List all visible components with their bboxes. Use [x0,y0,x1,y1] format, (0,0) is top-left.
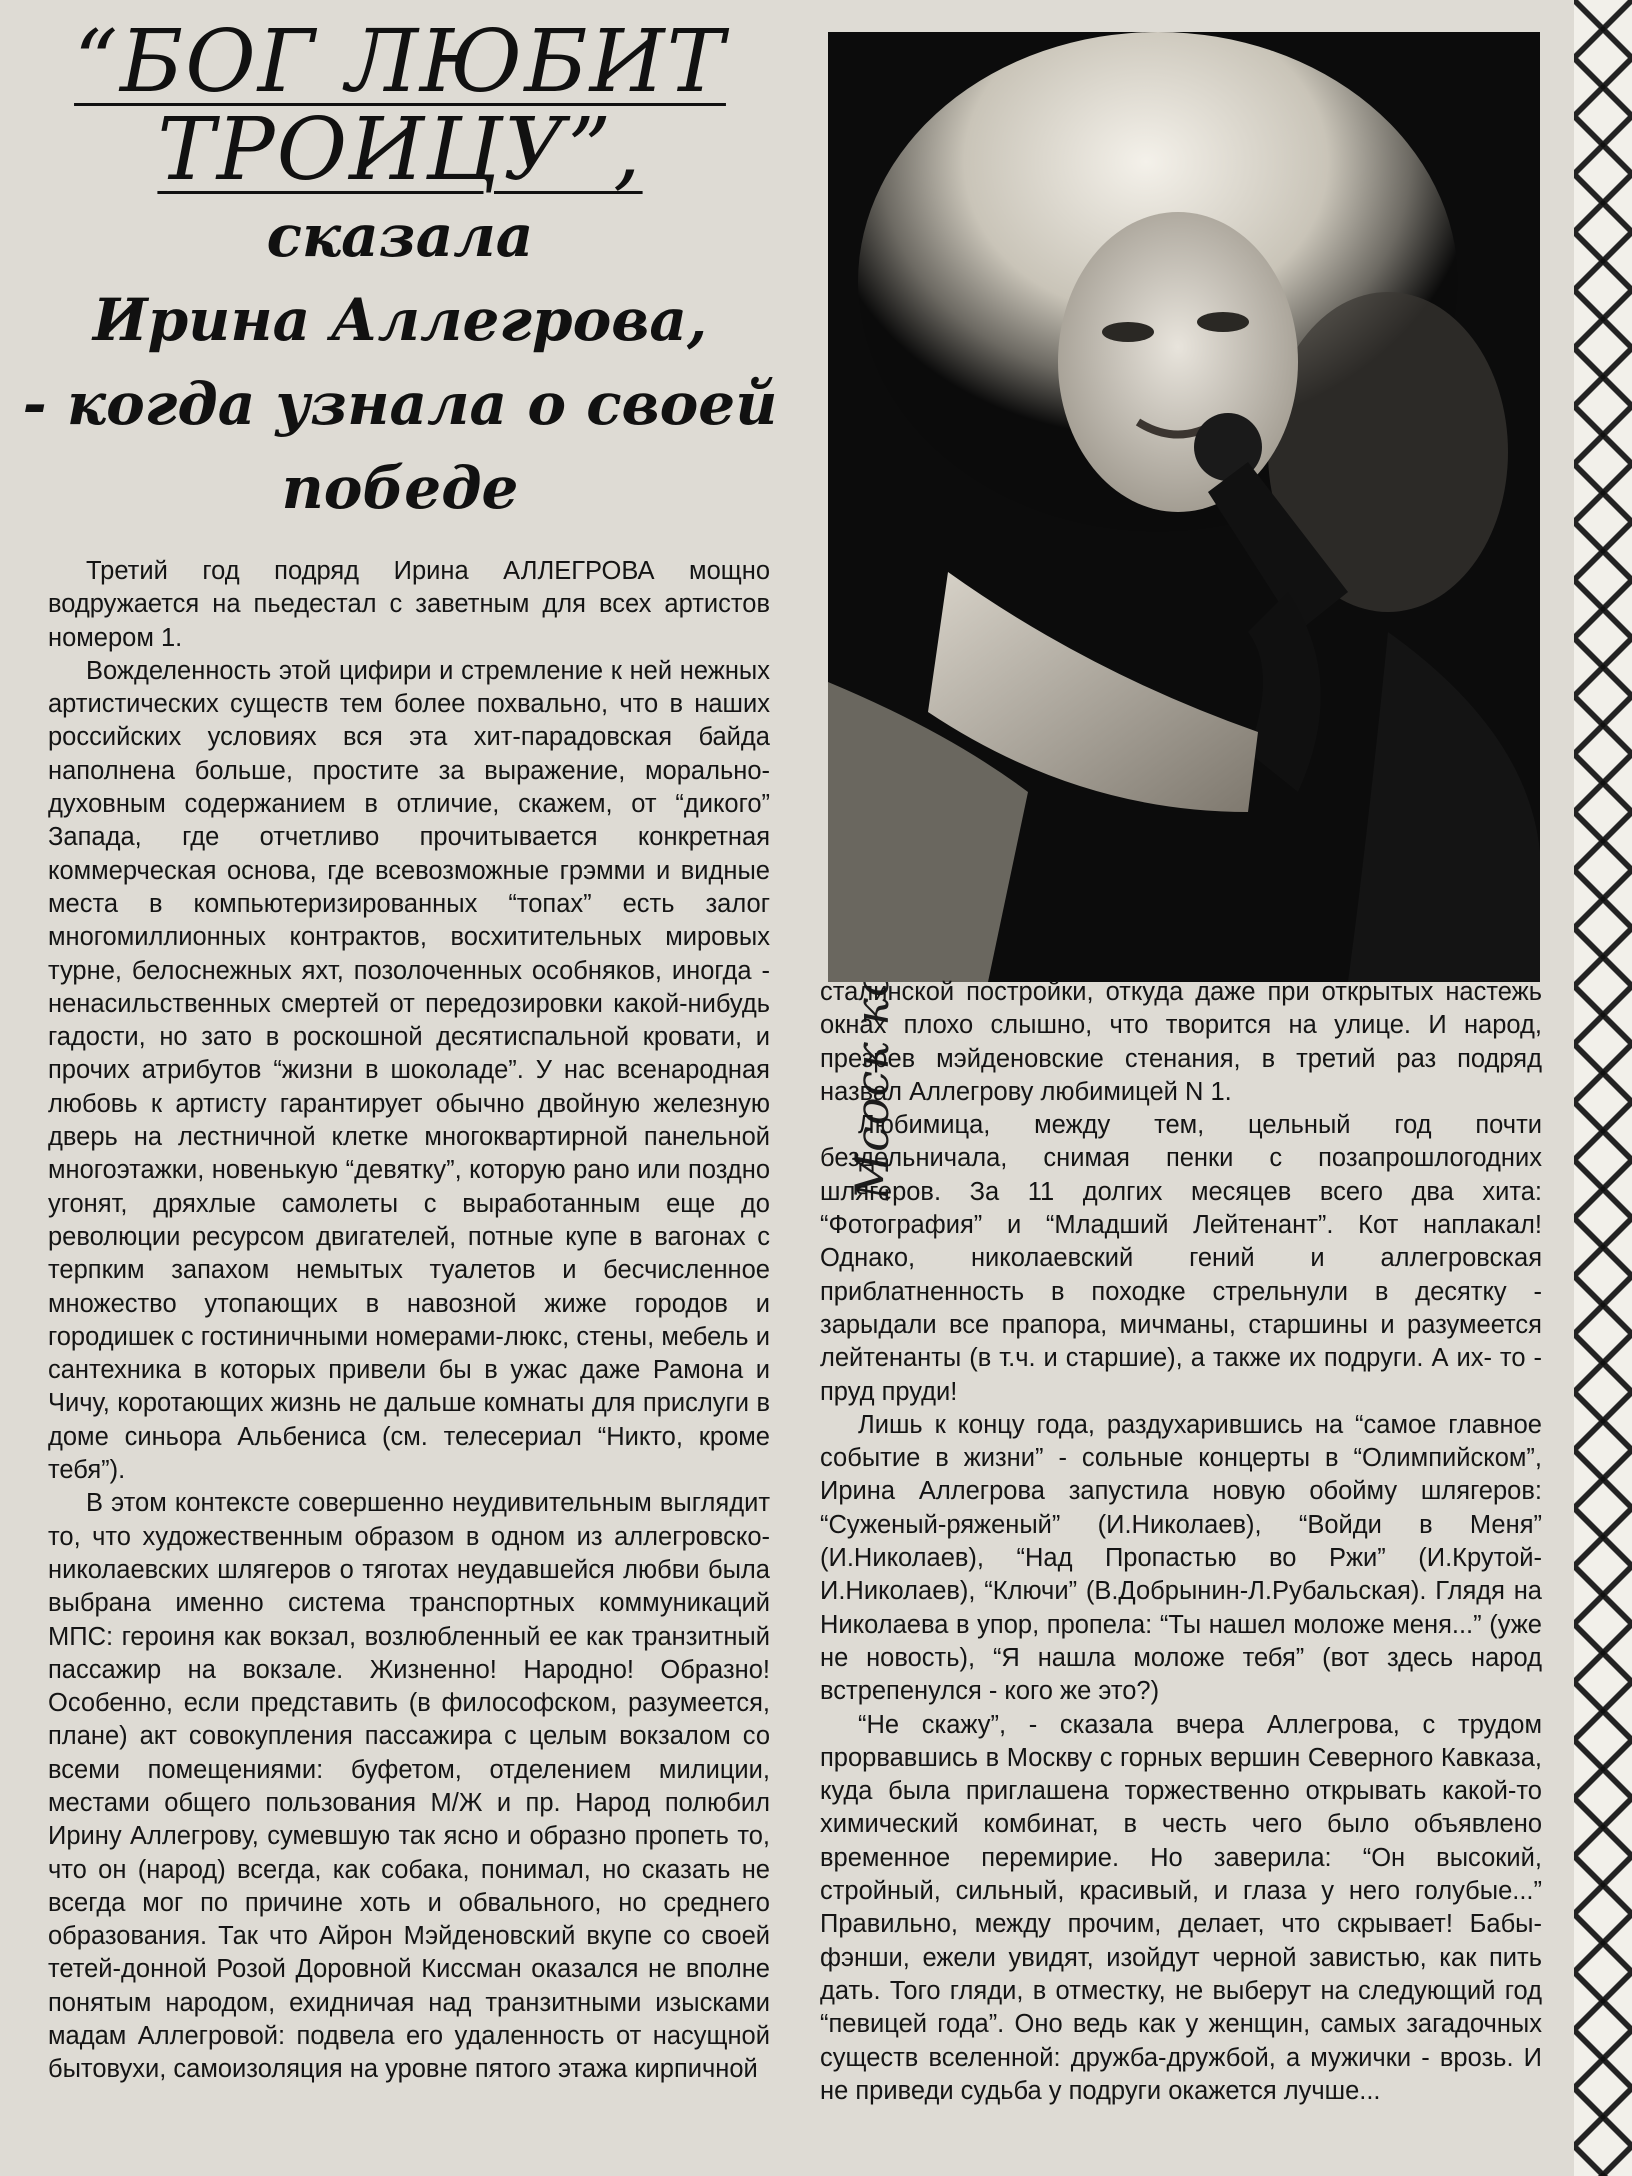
decorative-border [1574,0,1632,2176]
headline-line-1: “БОГ ЛЮБИТ [74,12,726,112]
article-right-column [820,976,1542,2108]
headline-line-6: победе [281,454,519,522]
headline-line-2: ТРОИЦУ”, [157,100,643,200]
article-paragraph: сталинской постройки, откуда даже при открытых настежь окнах плохо слышно, что творится на улице. И народ, презрев мэйденовские стенания, в третий раз подряд назвал Аллегрову любимицей N 1. [820,978,1542,1106]
article-paragraph: Вожделенность этой цифири и стремление к ней нежных артистических существ тем более похвально, что в наших российских условиях вся эта хит-парадовская байда наполнена больше, простите за выражение, морально-духовным содержанием в отличие, скажем, от “дикого” Запада, где отчетливо прочитывается конкретная коммерческая основа, где всевозможные грэмми и видные места в компьютеризированных “топах” есть залог многомиллионных контрактов, восхитительных мировых турне, белоснежных яхт, позолоченных особняков, иногда - ненасильственных смертей от передозировки какой-нибудь гадости, но зато в роскошной десятиспальной кровати, и прочих атрибутов “жизни в шоколаде”. У нас всенародная любовь к артисту гарантирует обычно двойную железную дверь на лестничной клетке многоквартирной панельной многоэтажки, новенькую “девятку”, которую рано или поздно угонят, дряхлые самолеты с выработанным еще до революции ресурсом двигателей, потные купе в вагонах с терпким запахом немытых туалетов и бесчисленное множество утопающих в навозной жиже городов и городишек с гостиничными номерами-люкс, стены, мебель и сантехника в которых привели бы в ужас даже Рамона и Чичу, коротающих жизнь не дальше комнаты для прислуги в доме синьора Альбениса (см. телесериал “Никто, кроме тебя”). [48,656,770,1485]
headline-line-4: Ирина Аллегрова, [92,286,708,354]
headline [20,12,780,530]
portrait-image [828,32,1540,982]
article-paragraph: “Не скажу”, - сказала вчера Аллегрова, с трудом прорвавшись в Москву с горных вершин Северного Кавказа, куда была приглашена торжественно открывать какой-то химический комбинат, в честь чего было объявлено временное перемирие. Но заверила: “Он высокий, стройный, сильный, красивый, и глаза у него голубые...” Правильно, между прочим, делает, что скрывает! Бабы-фэнши, ежели увидят, изойдут черной завистью, как пить дать. Того гляди, в отместку, не выберут на следующий год “певицей года”. Оно ведь как у женщин, самых загадочных существ вселенной: дружба-дружбой, а мужички - врозь. И не приведи судьба у подруги окажется лучше... [820,1710,1542,2105]
singer-photo [828,32,1540,982]
headline-line-5: - когда узнала о своей [22,370,778,438]
article-paragraph: В этом контексте совершенно неудивительным выглядит то, что художественным образом в одном из аллегровско-николаевских шлягеров о тяготах неудавшейся любви была выбрана именно система транспортных коммуникаций МПС: героиня как вокзал, возлюбленный ее как транзитный пассажир на вокзале. Жизненно! Народно! Образно! Особенно, если представить (в философском, разумеется, плане) акт совокупления пассажира с целым вокзалом со всеми помещениями: буфетом, отделением милиции, местами общего пользования М/Ж и пр. Народ полюбил Ирину Аллегрову, сумевшую так ясно и образно пропеть то, что он (народ) всегда, как собака, понимал, но сказать не всегда мог по причине хоть и обвального, но среднего образования. Так что Айрон Мэйденовский вкупе со своей тетей-донной Розой Доровной Киссман оказался не вполне понятым народом, ехидничая над транзитными изысками мадам Аллегровой: подвела его удаленность от насущной бытовухи, самоизоляция на уровне пятого этажа кирпичной [48,1489,770,2084]
article-left-column [48,555,770,2087]
article-paragraph: Третий год подряд Ирина АЛЛЕГРОВА мощно водружается на пьедестал с заветным для всех артистов номером 1. [48,557,770,652]
headline-line-3: сказала [266,202,534,270]
article-paragraph: Любимица, между тем, цельный год почти бездельничала, снимая пенки с позапрошлогодних шлягеров. За 11 долгих месяцев всего два хита: “Фотография” и “Младший Лейтенант”. Кот наплакал! Однако, николаевский гений и аллегровская приблатненность в походке стрельнули в десятку - зарыдали все прапора, мичманы, старшины и разумеется лейтенанты (в т.ч. и старшие), а также их подруги. А их- то - пруд пруди! [820,1111,1542,1406]
article-paragraph: Лишь к концу года, раздухарившись на “самое главное событие в жизни” - сольные концерты в “Олимпийском”, Ирина Аллегрова запустила новую обойму шлягеров: “Суженый-ряженый” (И.Николаев), “Войди в Меня” (И.Николаев), “Над Пропастью во Ржи” (И.Крутой-И.Николаев), “Ключи” (В.Добрынин-Л.Рубальская). Глядя на Николаева в упор, пропела: “Ты нашел моложе меня...” (уже не новость), “Я нашла моложе тебя” (вот здесь народ встрепенулся - кого же это?) [820,1410,1542,1706]
